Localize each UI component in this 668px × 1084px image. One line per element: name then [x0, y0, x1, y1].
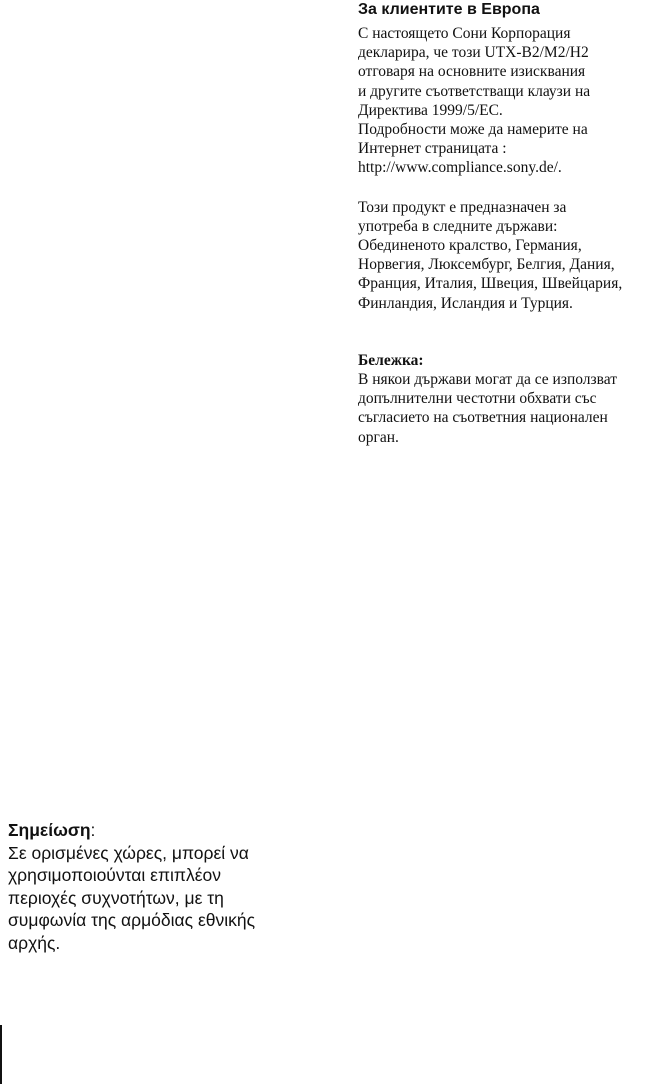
greek-note-colon: :	[90, 820, 96, 840]
declaration-line: Директива 1999/5/EC.	[358, 101, 503, 119]
greek-note-line: συμφωνία της αρμόδιας εθνικής	[8, 910, 256, 930]
countries-line: Обединеното кралство, Германия,	[358, 237, 582, 255]
declaration-line: и другите съответстващи клаузи на	[358, 82, 591, 100]
note-paragraph	[358, 351, 668, 447]
declaration-line: С настоящето Сони Корпорация	[358, 25, 571, 42]
countries-line: Този продукт е предназначен за	[358, 198, 567, 216]
greek-note-line: περιοχές συχνοτήτων, με τη	[8, 887, 224, 908]
countries-line: Финландия, Исландия и Турция.	[358, 294, 573, 312]
greek-note-line: χρησιμοποιούνται επιπλέον	[8, 865, 222, 885]
compliance-url: http://www.compliance.sony.de/.	[358, 159, 562, 177]
bulgarian-section	[358, 0, 668, 447]
greek-note-heading	[8, 819, 338, 842]
note-title: Бележка:	[358, 351, 424, 369]
note-line: допълнителни честотни обхвати със	[358, 390, 597, 408]
note-line: В някои държави могат да се използват	[358, 371, 618, 389]
greek-note-line: Σε ορισμένες χώρες, μπορεί να	[8, 842, 249, 863]
countries-line: Норвегия, Люксембург, Белгия, Дания,	[358, 256, 615, 274]
section-heading: За клиентите в Европа	[358, 1, 540, 18]
note-line: съгласието на съответния национален	[358, 409, 608, 427]
declaration-paragraph	[358, 24, 668, 178]
greek-note-title: Σημείωση	[8, 820, 91, 840]
margin-rule	[0, 1025, 2, 1084]
declaration-line: декларира, че този UTX-B2/M2/H2	[358, 44, 589, 62]
greek-note	[8, 819, 338, 954]
greek-note-line: αρχής.	[8, 932, 61, 953]
declaration-line: Подробности може да намерите на	[358, 121, 588, 139]
note-line: орган.	[358, 428, 399, 446]
declaration-line: отговаря на основните изисквания	[358, 63, 586, 81]
countries-paragraph	[358, 198, 668, 313]
countries-line: употреба в следните държави:	[358, 217, 558, 235]
declaration-line: Интернет страницата :	[358, 140, 507, 158]
countries-line: Франция, Италия, Швеция, Швейцария,	[358, 275, 623, 293]
